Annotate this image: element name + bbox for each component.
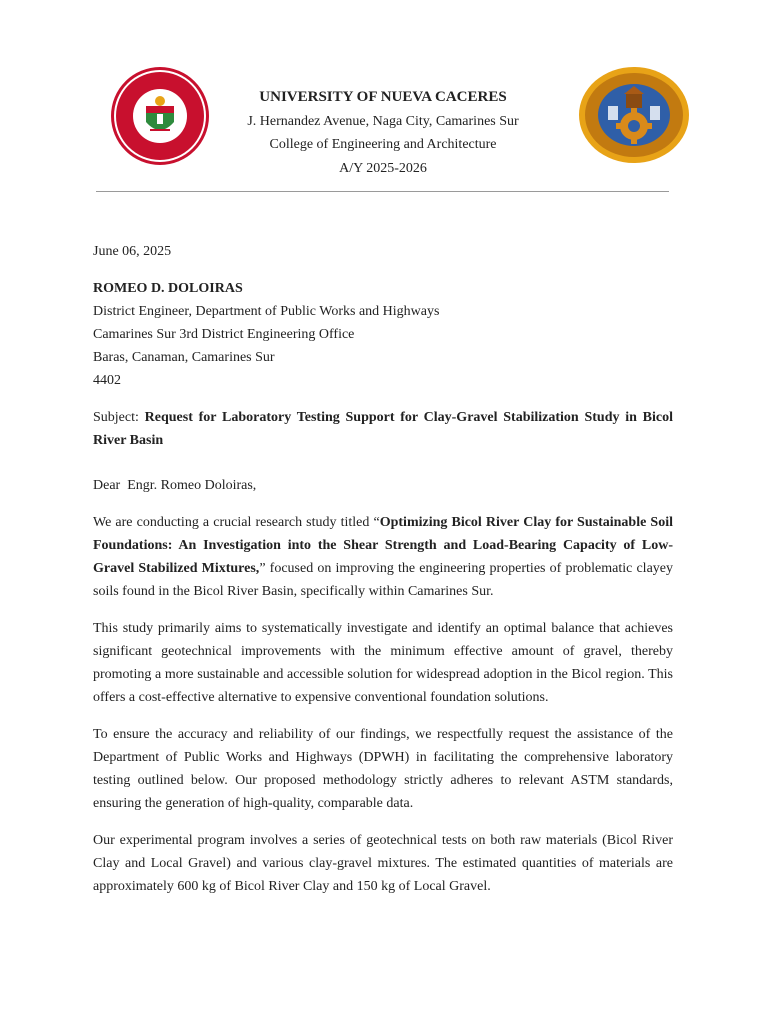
university-address: J. Hernandez Avenue, Naga City, Camarines Sur [247, 113, 519, 129]
recipient-block [93, 277, 673, 392]
letter-date: June 06, 2025 [93, 244, 172, 259]
study-title: Optimizing Bicol River Clay for Sustainable Soil Foundations: An Investigation into the Shear Strength and Load-Bearing Capacity of Low-Gravel Stabilized Mixtures, [93, 515, 673, 576]
paragraph-4: Our experimental program involves a series of geotechnical tests on both raw materials (Bicol River Clay and Local Gravel) and various clay-gravel mixtures. The estimated quantities of materials are approximately 600 kg of Bicol River Clay and 150 kg of Local Gravel. [93, 833, 673, 894]
cea-seal-icon [578, 66, 690, 164]
paragraph-1-rest: ” focused on improving the engineering properties of problematic clayey soils found in the Bicol River Basin, specifically within Camarines Sur. [93, 561, 673, 599]
academic-year: A/Y 2025-2026 [339, 160, 427, 176]
subject-line [93, 406, 673, 452]
paragraph-1 [93, 511, 673, 603]
subject-text: Request for Laboratory Testing Support for Clay-Gravel Stabilization Study in Bicol River Basin [93, 410, 673, 448]
salutation: Dear Engr. Romeo Doloiras, [93, 478, 257, 493]
university-name: UNIVERSITY OF NUEVA CACERES [259, 89, 507, 105]
college-name: College of Engineering and Architecture [269, 137, 497, 152]
paragraph-3: To ensure the accuracy and reliability of our findings, we respectfully request the assistance of the Department of Public Works and Highways (DPWH) in facilitating the comprehensive laboratory testing outlined below. Our proposed methodology strictly adheres to relevant ASTM standards, ensuring the generation of high-quality, comparable data. [93, 727, 673, 811]
letterhead [210, 86, 556, 180]
recipient-name: ROMEO D. DOLOIRAS [93, 281, 243, 296]
recipient-address: Baras, Canaman, Camarines Sur [93, 350, 275, 365]
recipient-office: Camarines Sur 3rd District Engineering Office [93, 327, 355, 342]
recipient-zip: 4402 [93, 373, 121, 388]
letter-body [93, 240, 673, 912]
paragraph-1-intro: We are conducting a crucial research study titled “ [93, 515, 380, 530]
unc-seal-icon [108, 66, 212, 166]
subject-label: Subject: [93, 410, 139, 425]
recipient-title: District Engineer, Department of Public Works and Highways [93, 304, 440, 319]
header-divider [96, 191, 669, 192]
paragraph-2: This study primarily aims to systematically investigate and identify an optimal balance that achieves significant geotechnical improvements with the minimum effective amount of gravel, thereby promoting a more sustainable and accessible solution for widespread adoption in the Bicol region. This offers a cost-effective alternative to expensive conventional foundation solutions. [93, 621, 673, 705]
